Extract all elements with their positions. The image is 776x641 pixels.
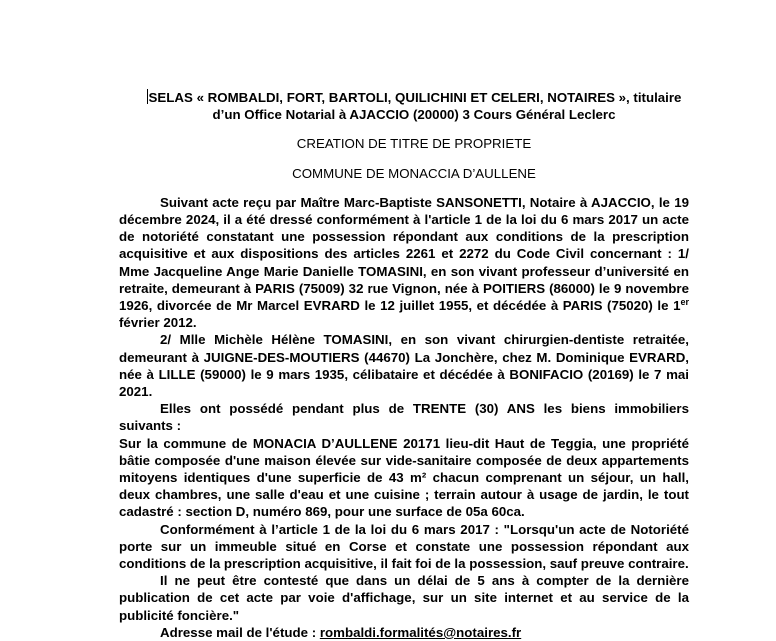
email-link[interactable]: rombaldi.formalités@notaires.fr	[319, 624, 522, 640]
notary-header	[89, 89, 689, 123]
notice-body	[89, 194, 689, 641]
paragraph-deed-text: Suivant acte reçu par Maître Marc-Baptiste SANSONETTI, Notaire à AJACCIO, le 19 décembre 2024, il a été dressé conformément à l'article 1 de la loi du 6 mars 2017 un acte de notoriété constatant une possession répondant aux conditions de la prescription acquisitive et aux dispositions des articles 2261 et 2272 du Code Civil concernant : 1/ Mme Jacqueline Ange Marie Danielle TOMASINI, en son vivant professeur d’université en retraite, demeurant à PARIS (75009) 32 rue Vignon, née à POITIERS (86000) le 9 novembre 1926, divorcée de Mr Marcel EVRARD le 12 juillet 1955, et décédée à PARIS (75020) le 1	[119, 194, 689, 314]
email-label: Adresse mail de l'étude :	[160, 624, 320, 640]
superscript-er: er	[680, 297, 689, 308]
paragraph-law: Conformément à l’article 1 de la loi du 6 mars 2017 : "Lorsqu'un acte de Notoriété porte sur un immeuble situé en Corse et constate une possession répondant aux conditions de la prescription acquisitive, il fait foi de la possession, sauf preuve contraire.	[119, 521, 689, 572]
paragraph-possession: Elles ont possédé pendant plus de TRENTE (30) ANS les biens immobiliers suivants :	[119, 401, 689, 434]
paragraph-property: Sur la commune de MONACIA D’AULLENE 20171 lieu-dit Haut de Teggia, une propriété bâtie composée d'une maison élevée sur vide-sanitaire composée de deux appartements mitoyens identiques d'une superficie de 43 m² chacun comprenant un séjour, un hall, deux chambres, une salle d'eau et une cuisine ; terrain autour à usage de jardin, le tout cadastré : section D, numéro 869, pour une surface de 05a 60ca.	[119, 435, 689, 520]
header-line-2: d’un Office Notarial à AJACCIO (20000) 3 Cours Général Leclerc	[212, 107, 616, 123]
commune-heading: COMMUNE DE MONACCIA D’AULLENE	[292, 165, 536, 181]
text-cursor	[147, 89, 148, 104]
paragraph-email	[119, 624, 689, 641]
paragraph-contest: Il ne peut être contesté que dans un délai de 5 ans à compter de la dernière publication de cet acte par voie d'affichage, sur un site internet et au service de la publicité foncière."	[119, 573, 689, 623]
notice-title: CREATION DE TITRE DE PROPRIETE	[296, 136, 532, 152]
paragraph-deed	[119, 194, 689, 332]
header-line-1: SELAS « ROMBALDI, FORT, BARTOLI, QUILICHINI ET CELERI, NOTAIRES », titulaire	[148, 90, 682, 105]
legal-notice	[89, 89, 689, 641]
paragraph-second-person: 2/ Mlle Michèle Hélène TOMASINI, en son vivant chirurgien-dentiste retraitée, demeurant à JUIGNE-DES-MOUTIERS (44670) La Jonchère, chez M. Dominique EVRARD, née à LILLE (59000) le 9 mars 1935, célibataire et décédée à BONIFACIO (20169) le 7 mai 2021.	[119, 332, 689, 400]
paragraph-deed-end: février 2012.	[119, 315, 197, 331]
